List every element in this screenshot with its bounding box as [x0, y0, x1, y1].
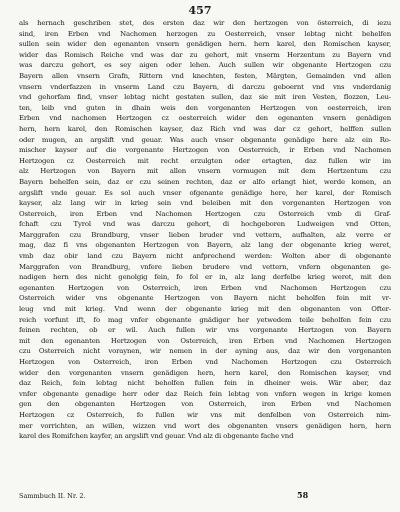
text-line: Hertzogen von Osterreich, iren Erben vnd Nachomen Hertzogen czu Osterreich	[19, 358, 391, 366]
text-line: Hertzogen cz Osterreich, fo fullen wir vns mit denfelben von Osterreich nim-	[19, 410, 391, 419]
text-line: Bayern allen vnsern Grafn, Rittern vnd knechten, festen, Märgten, Gemainden vnd allen	[19, 71, 391, 80]
text-line: mag, daz fi vns obgenanten Hertzogen von Bayern, alz lang der obgenante krieg weret,	[19, 241, 391, 250]
text-line: argslift vnde geuar. Es sol auch vnser ofgenante genädige here, her karel, der Romisch	[19, 188, 391, 197]
text-line: Osterreich wider vns obgenante Hertzogen von Bayern nicht beholfen fein mit vr-	[19, 294, 391, 303]
text-line: hern, hern karel, den Romischen kayser, daz Rich vnd was dar cz gehort, helffen sullen	[19, 124, 391, 133]
text-line: Hertzogen cz Oesterreich mit recht erzulgten oder ertagten, daz fullen wir im	[19, 156, 391, 165]
text-line: gen den obgenanten Hertzogen von Osterreich, iren Erben vnd Nachomen	[19, 400, 391, 409]
text-line: mischer kayser auf die vorgenante Hertzogen von Oesterreich, ir Erben vnd Nachomen	[19, 146, 391, 155]
body-text	[19, 18, 391, 442]
text-line: egenanten Hertzogen von Osterreich, iren Erben vnd Nachomen Hertzogen czu	[19, 283, 391, 292]
text-line: alz Hertzogen von Bayern mit allen vnsern vormugen mit dem Hertzentum czu	[19, 167, 391, 176]
text-line: Bayern behelfen sein, daz er czu seinen rechten, daz er alfo erlangt hiet, werde komen, an	[19, 177, 391, 186]
text-line: mit den egenanten Hertzogen von Osterreich, iren Erben vnd Nachomen Hertzogen	[19, 336, 391, 345]
text-line: nadigen hern des nicht genolgig fein, fo fol er in, alz lang derfelbe krieg weret, mit den	[19, 273, 391, 282]
text-line: sullen sein wider den egenanten vnsern genädigen hern. hern karel, den Romischen kayser,	[19, 40, 391, 49]
page-number: 457	[188, 4, 212, 17]
page-footer	[19, 492, 391, 504]
text-line: daz Reich, fein lebtag nicht beholfen fullen fein in dheiner weis. Wär aber, daz	[19, 379, 391, 388]
text-line: oder mugen, an argslift vnd geuar. Was auch vnser obgenante genädige here alz ein Ro-	[19, 135, 391, 144]
text-line: fchaft czu Tyrol vnd was darczu gehort, di hochgeboren Ludweigen vnd Otten,	[19, 220, 391, 229]
text-line: wider den vorgenanten vnsern genädigen hern, hern karel, den Romischen kayser, vnd	[19, 368, 391, 377]
text-line: vnfer obgenante genadige herr oder daz Reich fein lebtag von vnfern wegen in krige komen	[19, 389, 391, 398]
text-line: leug vnd mit krieg. Vnd wenn der obgenante krieg mit den obgenanten von Ofter-	[19, 305, 391, 314]
catchword: 58	[297, 490, 309, 500]
text-line: ten, leib vnd guten in dhain weis den vorgenanten Hertzogen von oesterreich, iren	[19, 103, 391, 112]
text-line: Osterreich, iren Erben vnd Nachomen Hertzogen czu Osterreich vmb di Graf-	[19, 209, 391, 218]
text-line: kayser, alz lang wir in krieg sein vnd beleiben mit den vorgenanten Hertzogen von	[19, 199, 391, 208]
text-line: sind, iren Erben vnd Nachomen herzogen zu Oesterreich, vnser lebtag nicht behelfen	[19, 29, 391, 38]
text-line: karel des Romifchen kayfer, an argslift vnd geuar. Vnd alz di obgenante fache vnd	[19, 432, 294, 441]
text-line: Erben vnd nachomen Hertzogen cz oesterreich wider den egenanten vnsern genädigen	[19, 114, 391, 123]
text-line: als hernach geschriben stet, des ersten daz wir den hertzogen von österreich, di iezu	[19, 19, 391, 27]
signature-mark: Sammbuch II. Nr. 2.	[19, 492, 86, 500]
text-line: vmb daz obir land czu Bayern nicht anfprechend werden: Wolten aber di obgenante	[19, 252, 391, 261]
text-line: was darczu gehort, es sey aigen oder lehen. Auch sullen wir obgenante Hertzogen czu	[19, 61, 391, 70]
text-line: Marggrafen von Brandburg, vnfere lieben brudere vnd vettern, vnfern obgenanten ge-	[19, 262, 391, 271]
text-line: czu Osterreich nicht voraynen, wir nemen in der ayning aus, daz wir den vorgenanten	[19, 347, 391, 356]
text-line: mer vorrichten, an willen, wizzen vnd wort des obgenanten vnsers genädigen hern, hern	[19, 421, 391, 430]
text-line: vnd gehorfam find, vnser lebtag nicht gestaten sullen, daz sie mit iren Vesten, flozzen, Leu-	[19, 93, 391, 102]
text-line: reich vorfunt ift, fo mag vnfer obgenante gnädiger her yetwedem teile beholfen fein czu	[19, 315, 391, 324]
text-line: feinen rechten, ob er wil. Auch fullen wir vns vorgenante Hertzogen von Bayern	[19, 326, 391, 335]
text-line: vnsern vnderfazzen in vnserm Land czu Bayern, di darczu geboernt vnd vns vnderdanig	[19, 82, 391, 91]
text-line: wider das Romisch Reiche vnd was dar zu gehort, mit vnserm Herzentum zu Bayern vnd	[19, 50, 391, 59]
text-line: Marggrafen czu Brandburg, vnser lieben bruder vnd vettern, aufhalten, alz verre er	[19, 230, 391, 239]
